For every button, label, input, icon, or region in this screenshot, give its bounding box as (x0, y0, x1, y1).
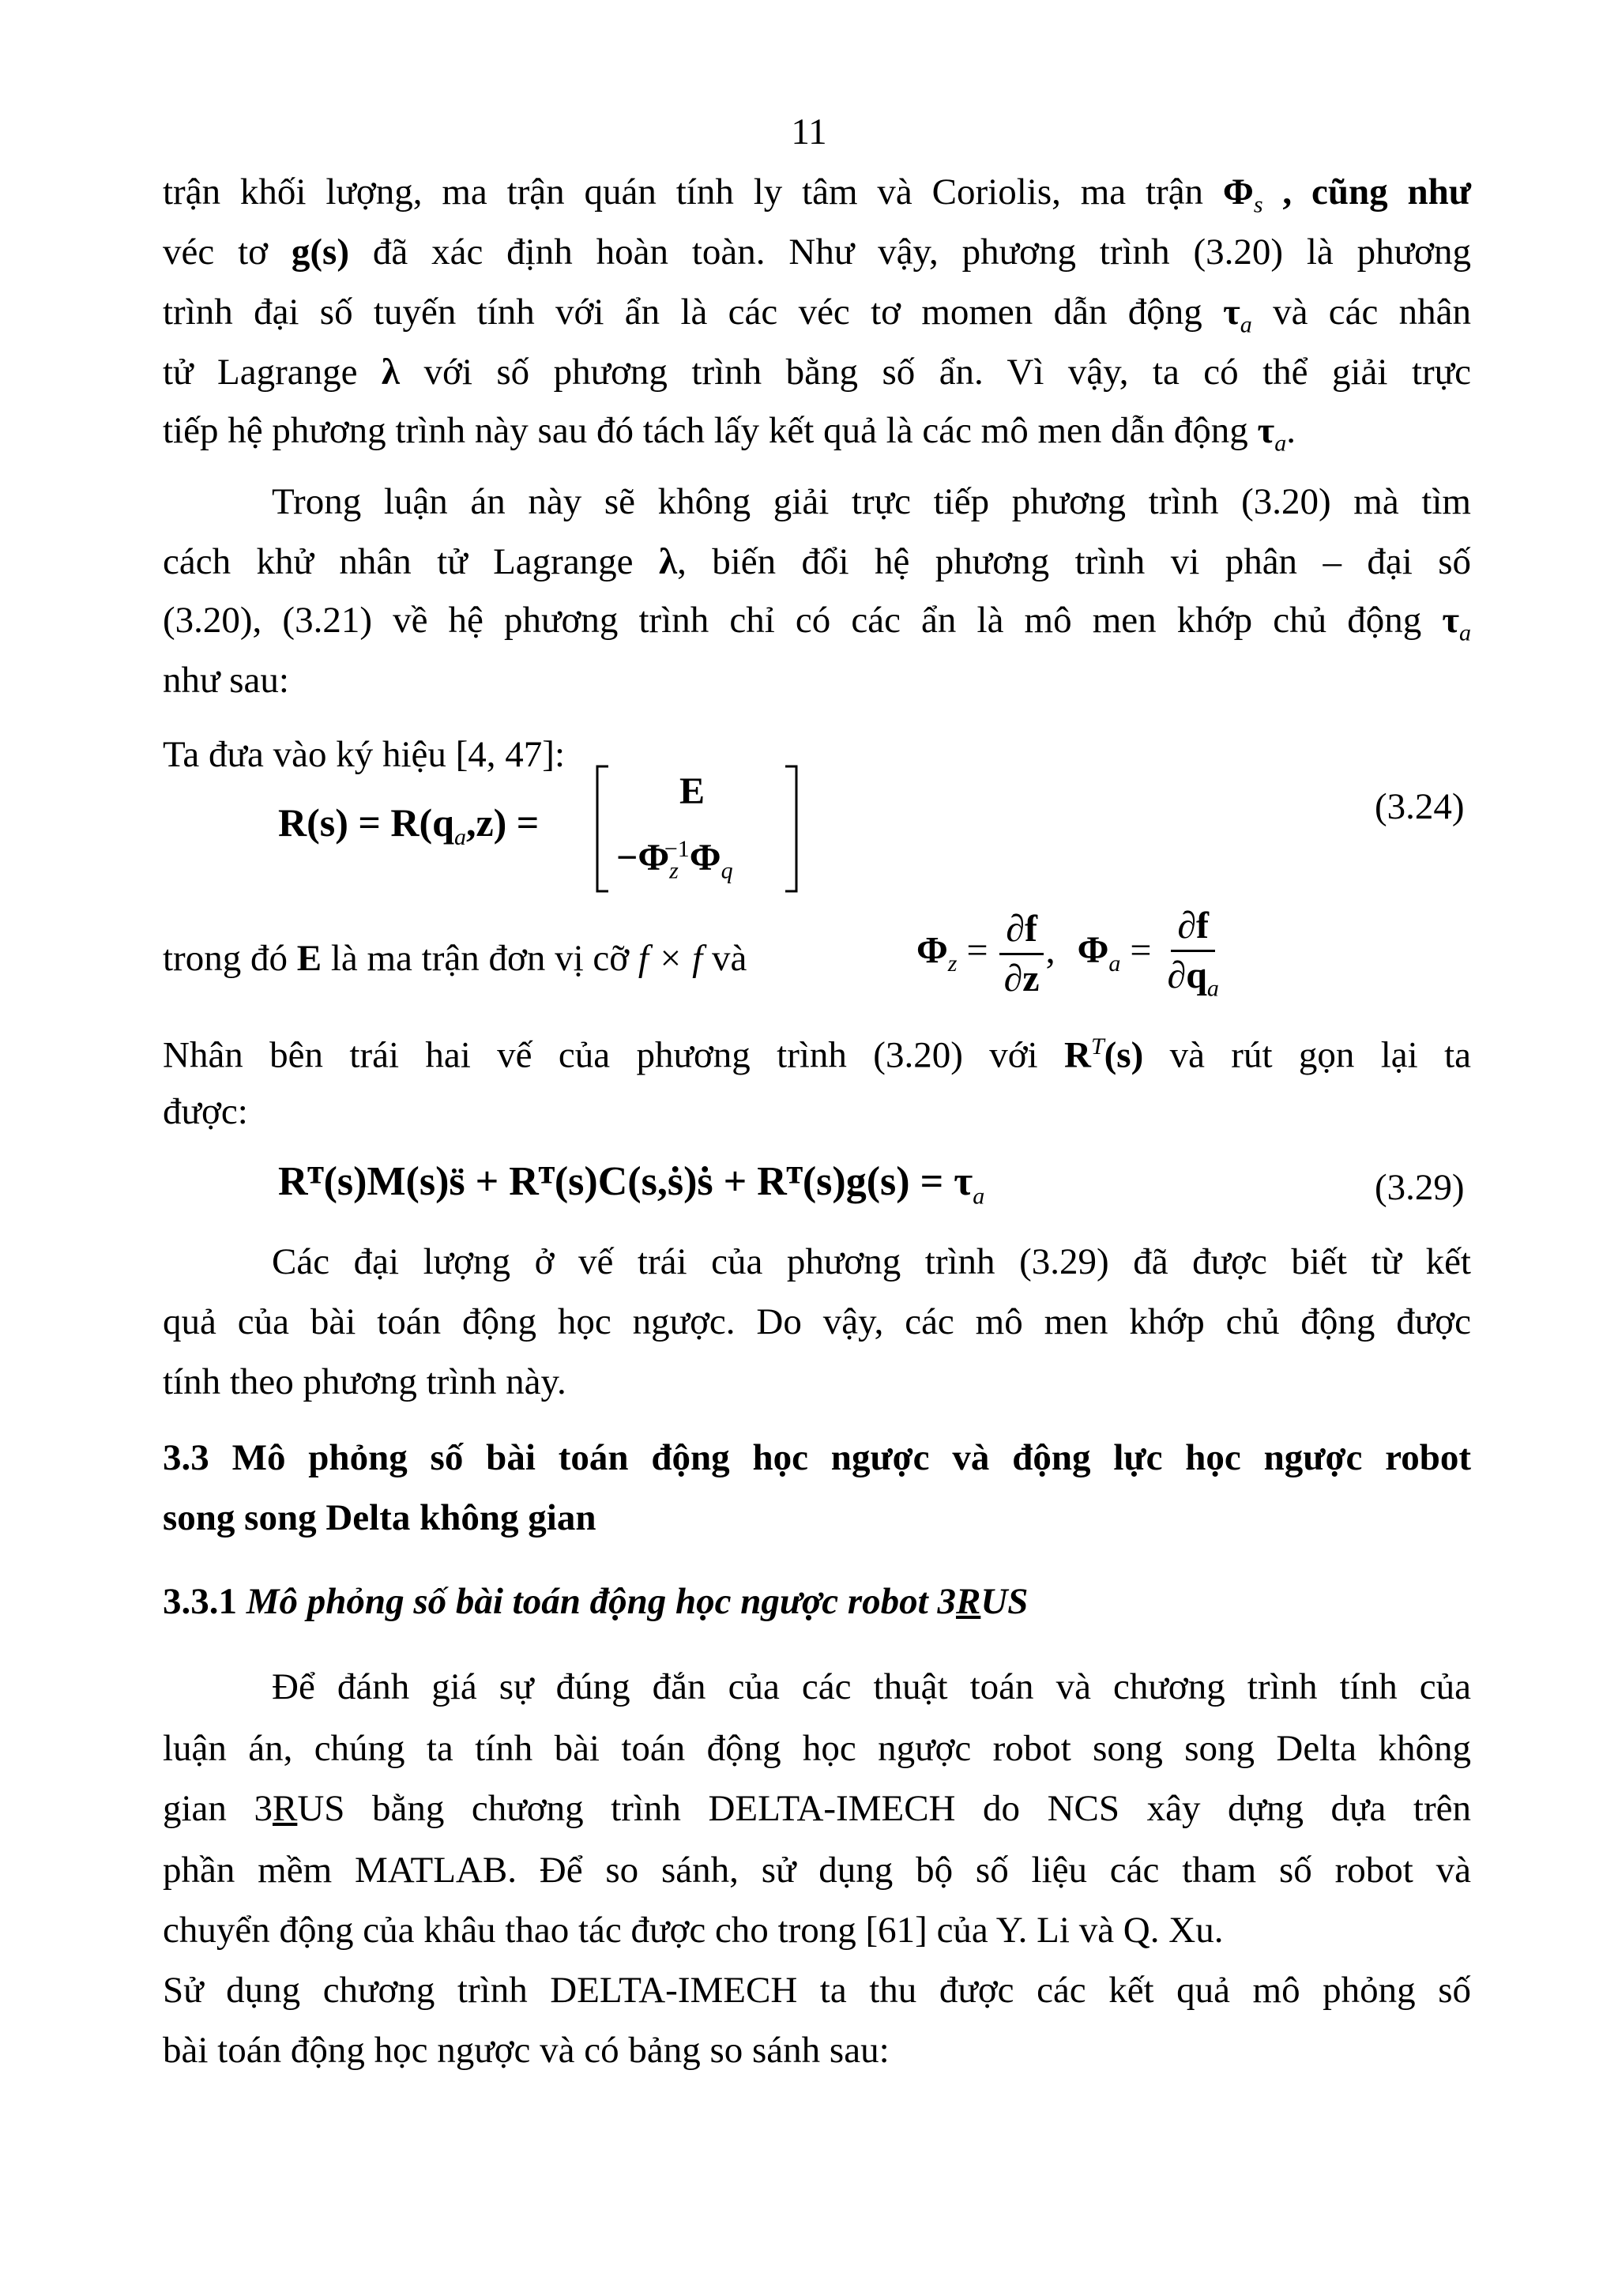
eq324-number: (3.24) (1375, 786, 1465, 827)
para1-line2: véc tơ g(s) đã xác định hoàn toàn. Như vậy, phương trình (3.20) là phương (163, 231, 1471, 273)
para1-line3: trình đại số tuyến tính với ẩn là các véc tơ momen dẫn động $\tau_a$ và các nhân (163, 292, 1471, 338)
para4-line2: quả của bài toán động học ngược. Do vậy, các mô men khớp chủ động được (163, 1301, 1471, 1342)
eq324-lhs: $R(s) = R(q_a,z)$ = (278, 800, 540, 850)
para5-line4: phần mềm MATLAB. Để so sánh, sử dụng bộ số liệu các tham số robot và (163, 1850, 1471, 1891)
page-number: 11 (791, 111, 827, 152)
eq329-number: (3.29) (1375, 1167, 1465, 1208)
eq324-matrix-row2: $-\Phi_z^{-1}\Phi_q$ (616, 836, 733, 884)
section-heading-3-3-line2: song song Delta không gian (163, 1497, 596, 1538)
para3-line1: Nhân bên trái hai vế của phương trình (3.20) với $R^T(s)$ và rút gọn lại ta (163, 1033, 1471, 1076)
where-text: trong đó E là ma trận đơn vị cỡ f × f và (163, 938, 747, 979)
para5-line5: chuyển động của khâu thao tác được cho trong [61] của Y. Li và Q. Xu. (163, 1910, 1224, 1951)
para5-line3: gian 3RUS bằng chương trình DELTA-IMECH do NCS xây dựng dựa trên (163, 1788, 1471, 1829)
para2-line3: (3.20), (3.21) về hệ phương trình chỉ có các ẩn là mô men khớp chủ động $\tau_a$ (163, 600, 1471, 646)
eq324-matrix-row1: E (679, 770, 706, 812)
para1-line1: trận khối lượng, ma trận quán tính ly tâm và Coriolis, ma trận $\Phi_s$ , cũng như (163, 171, 1471, 218)
para1-line5: tiếp hệ phương trình này sau đó tách lấy kết quả là các mô men dẫn động $\tau_a$. (163, 410, 1296, 457)
eq329-expression: Rᵀ(s)M(s)s̈ + Rᵀ(s)C(s,ṡ)ṡ + Rᵀ(s)g(s) = $\tau_a$ (278, 1159, 985, 1210)
para3-line2: được: (163, 1091, 248, 1132)
para5-line1: Để đánh giá sự đúng đắn của các thuật toán và chương trình tính của (272, 1666, 1471, 1707)
notation-intro: Ta đưa vào ký hiệu [4, 47]: (163, 734, 566, 775)
para1-line4: tử Lagrange λ với số phương trình bằng số ẩn. Vì vậy, ta có thể giải trực (163, 352, 1471, 393)
para6-line1: Sử dụng chương trình DELTA-IMECH ta thu được các kết quả mô phỏng số (163, 1970, 1471, 2011)
para4-line3: tính theo phương trình này. (163, 1361, 566, 1402)
para2-line2: cách khử nhân tử Lagrange λ, biến đổi hệ phương trình vi phân – đại số (163, 541, 1471, 582)
para4-line1: Các đại lượng ở vế trái của phương trình (3.29) đã được biết từ kết (272, 1241, 1471, 1282)
where-partials: $\Phi_z$ = $\frac{\partial f}{\partial z}$ , $\Phi_a$ = $\frac{\partial f}{\partial q_a}$ (916, 905, 1219, 1002)
para6-line2: bài toán động học ngược và có bảng so sánh sau: (163, 2030, 890, 2071)
para5-line2: luận án, chúng ta tính bài toán động học ngược robot song song Delta không (163, 1728, 1471, 1769)
para2-line1: Trong luận án này sẽ không giải trực tiếp phương trình (3.20) mà tìm (272, 481, 1471, 522)
section-heading-3-3-1: 3.3.1 Mô phỏng số bài toán động học ngược robot 3RUS (163, 1581, 1029, 1622)
para2-line4: như sau: (163, 660, 289, 701)
section-heading-3-3-line1: 3.3 Mô phỏng số bài toán động học ngược và động lực học ngược robot (163, 1437, 1471, 1478)
